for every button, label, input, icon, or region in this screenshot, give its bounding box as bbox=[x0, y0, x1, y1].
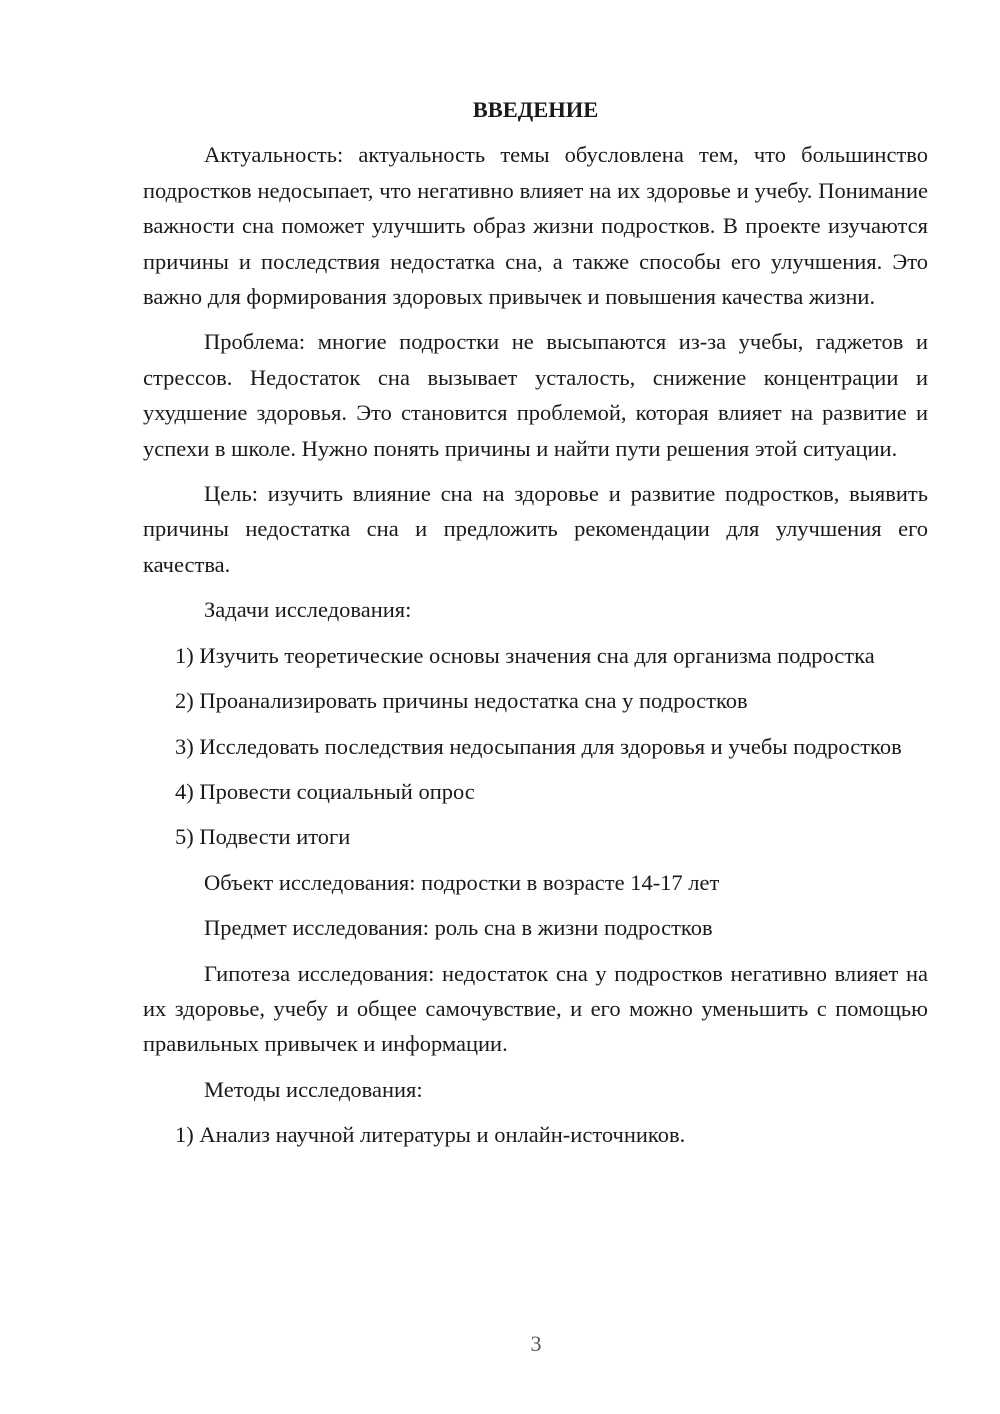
method-item-1: 1) Анализ научной литературы и онлайн-источников. bbox=[175, 1122, 686, 1148]
page-title: ВВЕДЕНИЕ bbox=[472, 97, 599, 122]
problem-paragraph: Проблема: многие подростки не высыпаются из-за учебы, гаджетов и стрессов. Недостаток сна вызывает усталость, снижение концентрации и ухудшение здоровья. Это становится проблемой, которая влияет на развитие и успехи в школе. Нужно понять причины и найти пути решения этой ситуации. bbox=[143, 329, 928, 461]
tasks-heading: Задачи исследования: bbox=[204, 597, 412, 623]
page-number: 3 bbox=[530, 1331, 542, 1356]
task-item-4: 4) Провести социальный опрос bbox=[175, 778, 475, 804]
task-item-1: 1) Изучить теоретические основы значения сна для организма подростка bbox=[175, 642, 875, 668]
task-item-5: 5) Подвести итоги bbox=[175, 824, 351, 850]
page-content bbox=[143, 92, 928, 1163]
task-item-2: 2) Проанализировать причины недостатка сна у подростков bbox=[175, 688, 748, 714]
task-item-3: 3) Исследовать последствия недосыпания для здоровья и учебы подростков bbox=[175, 733, 902, 759]
relevance-paragraph: Актуальность: актуальность темы обусловлена тем, что большинство подростков недосыпает, что негативно влияет на их здоровье и учебу. Понимание важности сна поможет улучшить образ жизни подростков. В проекте изучаются причины и последствия недостатка сна, а также способы его улучшения. Это важно для формирования здоровых привычек и повышения качества жизни. bbox=[143, 142, 928, 310]
research-object: Объект исследования: подростки в возрасте 14-17 лет bbox=[204, 869, 720, 895]
methods-heading: Методы исследования: bbox=[204, 1076, 423, 1102]
hypothesis-paragraph: Гипотеза исследования: недостаток сна у подростков негативно влияет на их здоровье, учебу и общее самочувствие, и его можно уменьшить с помощью правильных привычек и информации. bbox=[143, 960, 928, 1057]
research-subject: Предмет исследования: роль сна в жизни подростков bbox=[204, 915, 713, 941]
goal-paragraph: Цель: изучить влияние сна на здоровье и развитие подростков, выявить причины недостатка сна и предложить рекомендации для улучшения его качества. bbox=[143, 481, 928, 577]
